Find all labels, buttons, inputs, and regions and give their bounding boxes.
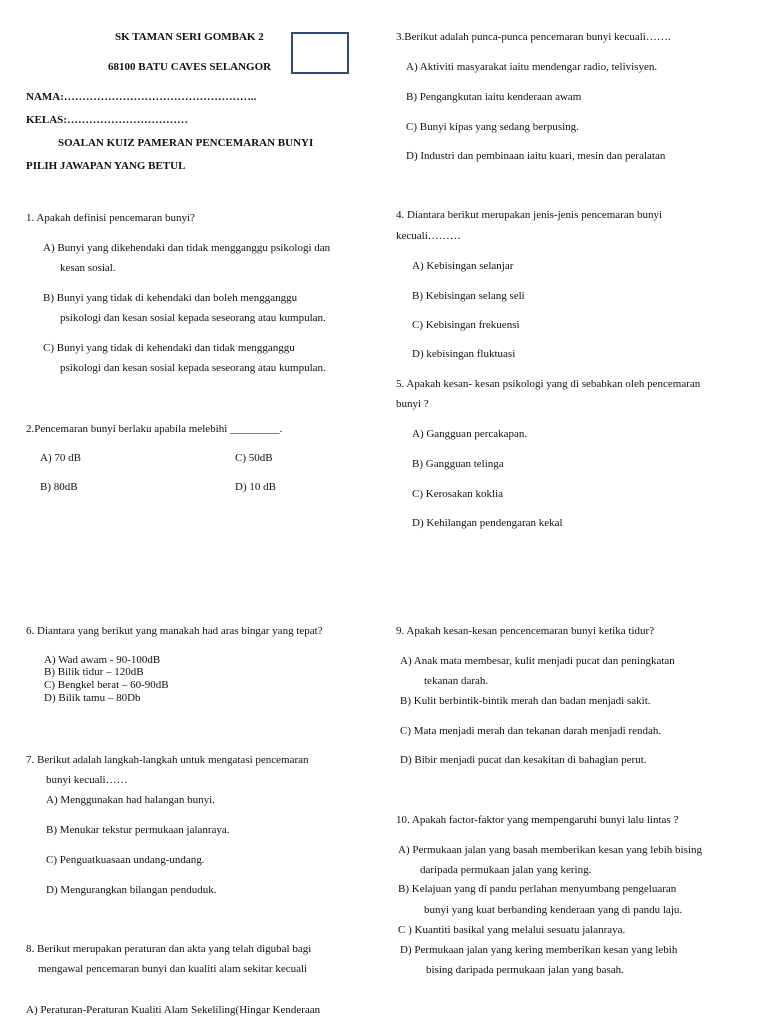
q1-option-c[interactable]: C) Bunyi yang tidak di kehendaki dan tidak mengganggu xyxy=(43,342,295,354)
q10-option-a-cont: daripada permukaan jalan yang kering. xyxy=(420,864,592,876)
q10-option-b[interactable]: B) Kelajuan yang di pandu perlahan menyumbang pengeluaran xyxy=(398,883,677,895)
question-2: 2.Pencemaran bunyi berlaku apabila melebihi _________. xyxy=(26,423,283,435)
school-address: 68100 BATU CAVES SELANGOR xyxy=(108,61,272,73)
q4-option-d[interactable]: D) kebisingan fluktuasi xyxy=(412,348,516,360)
question-5: 5. Apakah kesan- kesan psikologi yang di sebabkan oleh pencemaran xyxy=(396,378,701,390)
quiz-title: SOALAN KUIZ PAMERAN PENCEMARAN BUNYI xyxy=(58,137,314,149)
question-1: 1. Apakah definisi pencemaran bunyi? xyxy=(26,212,195,224)
q5-option-c[interactable]: C) Kerosakan koklia xyxy=(412,488,504,500)
question-8: 8. Berikut merupakan peraturan dan akta yang telah digubal bagi xyxy=(26,943,312,955)
marks-box xyxy=(291,32,349,74)
q10-option-b-cont: bunyi yang kuat berbanding kenderaan yang di pandu laju. xyxy=(424,904,683,916)
question-4: 4. Diantara berikut merupakan jenis-jenis pencemaran bunyi xyxy=(396,209,663,221)
q9-option-a-cont: tekanan darah. xyxy=(424,675,489,687)
q9-option-b[interactable]: B) Kulit berbintik-bintik merah dan badan menjadi sakit. xyxy=(400,695,651,707)
q9-option-d[interactable]: D) Bibir menjadi pucat dan kesakitan di bahagian perut. xyxy=(400,754,647,766)
q6-option-b[interactable]: B) Bilik tidur – 120dB xyxy=(44,666,144,678)
name-field[interactable]: NAMA:…………………………………………….. xyxy=(26,91,257,103)
q1-option-c-cont: psikologi dan kesan sosial kepada seseorang atau kumpulan. xyxy=(60,362,326,374)
question-6: 6. Diantara yang berikut yang manakah had aras bingar yang tepat? xyxy=(26,625,323,637)
q4-option-c[interactable]: C) Kebisingan frekuensi xyxy=(412,319,520,331)
q7-option-d[interactable]: D) Mengurangkan bilangan penduduk. xyxy=(46,884,217,896)
q10-option-c[interactable]: C ) Kuantiti basikal yang melalui sesuatu jalanraya. xyxy=(398,924,626,936)
q3-option-b[interactable]: B) Pengangkutan iaitu kenderaan awam xyxy=(406,91,582,103)
q5-option-b[interactable]: B) Gangguan telinga xyxy=(412,458,504,470)
question-9: 9. Apakah kesan-kesan pencencemaran bunyi ketika tidur? xyxy=(396,625,655,637)
q10-option-d-cont: bising daripada permukaan jalan yang basah. xyxy=(426,964,624,976)
question-8-cont: mengawal pencemaran bunyi dan kualiti alam sekitar kecuali xyxy=(38,963,308,975)
q9-option-c[interactable]: C) Mata menjadi merah dan tekanan darah menjadi rendah. xyxy=(400,725,662,737)
q5-option-a[interactable]: A) Gangguan percakapan. xyxy=(412,428,528,440)
q3-option-c[interactable]: C) Bunyi kipas yang sedang berpusing. xyxy=(406,121,579,133)
q6-option-a[interactable]: A) Wad awam - 90-100dB xyxy=(44,654,161,666)
q8-option-a[interactable]: A) Peraturan-Peraturan Kualiti Alam Sekeliling(Hingar Kenderaan xyxy=(26,1004,321,1016)
q1-option-a-cont: kesan sosial. xyxy=(60,262,116,274)
q9-option-a[interactable]: A) Anak mata membesar, kulit menjadi pucat dan peningkatan xyxy=(400,655,675,667)
q1-option-b[interactable]: B) Bunyi yang tidak di kehendaki dan boleh mengganggu xyxy=(43,292,298,304)
question-5-cont: bunyi ? xyxy=(396,398,429,410)
q2-option-c[interactable]: C) 50dB xyxy=(235,452,273,464)
class-field[interactable]: KELAS:…………………………… xyxy=(26,114,188,126)
q2-option-a[interactable]: A) 70 dB xyxy=(40,452,81,464)
q7-option-c[interactable]: C) Penguatkuasaan undang-undang. xyxy=(46,854,205,866)
q10-option-d[interactable]: D) Permukaan jalan yang kering memberikan kesan yang lebih xyxy=(400,944,678,956)
q3-option-a[interactable]: A) Aktiviti masyarakat iaitu mendengar radio, telivisyen. xyxy=(406,61,658,73)
q1-option-b-cont: psikologi dan kesan sosial kepada seseorang atau kumpulan. xyxy=(60,312,326,324)
q1-option-a[interactable]: A) Bunyi yang dikehendaki dan tidak mengganggu psikologi dan xyxy=(43,242,331,254)
q3-option-d[interactable]: D) Industri dan pembinaan iaitu kuari, mesin dan peralatan xyxy=(406,150,666,162)
q4-option-b[interactable]: B) Kebisingan selang seli xyxy=(412,290,525,302)
q7-option-b[interactable]: B) Menukar tekstur permukaan jalanraya. xyxy=(46,824,230,836)
question-7: 7. Berikut adalah langkah-langkah untuk mengatasi pencemaran xyxy=(26,754,309,766)
school-name: SK TAMAN SERI GOMBAK 2 xyxy=(115,31,264,43)
q7-option-a[interactable]: A) Menggunakan had halangan bunyi. xyxy=(46,794,215,806)
q4-option-a[interactable]: A) Kebisingan selanjar xyxy=(412,260,514,272)
question-4-cont: kecuali……… xyxy=(396,230,461,242)
question-3: 3.Berikut adalah punca-punca pencemaran bunyi kecuali……. xyxy=(396,31,671,43)
question-7-cont: bunyi kecuali…… xyxy=(46,774,128,786)
q6-option-d[interactable]: D) Bilik tamu – 80Db xyxy=(44,692,141,704)
q5-option-d[interactable]: D) Kehilangan pendengaran kekal xyxy=(412,517,563,529)
q2-option-b[interactable]: B) 80dB xyxy=(40,481,78,493)
quiz-instruction: PILIH JAWAPAN YANG BETUL xyxy=(26,160,186,172)
q6-option-c[interactable]: C) Bengkel berat – 60-90dB xyxy=(44,679,169,691)
q2-option-d[interactable]: D) 10 dB xyxy=(235,481,276,493)
question-10: 10. Apakah factor-faktor yang mempengaruhi bunyi lalu lintas ? xyxy=(396,814,679,826)
q10-option-a[interactable]: A) Permukaan jalan yang basah memberikan kesan yang lebih bising xyxy=(398,844,702,856)
